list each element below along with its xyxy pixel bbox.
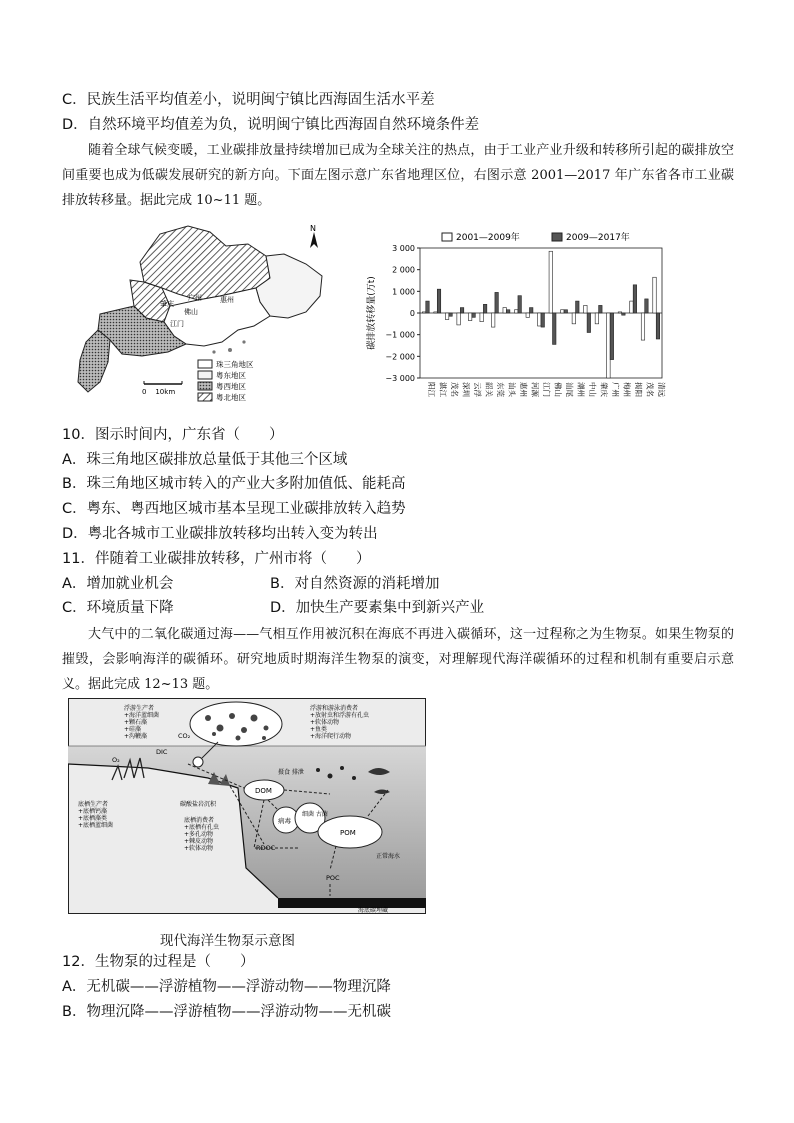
x-tick-label: 云浮 <box>472 382 482 397</box>
svg-text:底栖生产者: 底栖生产者 <box>78 801 109 808</box>
x-tick-label: 东莞 <box>495 382 505 397</box>
producers-title: 浮游生产者 <box>124 705 155 712</box>
bar <box>426 301 429 313</box>
bar <box>610 313 613 360</box>
bar <box>468 313 471 321</box>
x-tick-label: 肇庆 <box>599 382 609 397</box>
x-tick-label: 中山 <box>588 382 598 397</box>
bar <box>561 310 564 313</box>
svg-text:RDOC: RDOC <box>256 844 276 852</box>
bar <box>630 301 633 313</box>
svg-text:+底栖藻类: +底栖藻类 <box>78 815 108 822</box>
legend-swatch <box>442 233 452 241</box>
y-tick-label: 0 <box>409 309 415 318</box>
x-tick-label: 河源 <box>530 382 540 397</box>
label-o2: O₂ <box>112 756 120 764</box>
bar <box>653 277 656 313</box>
svg-text:+软体动物: +软体动物 <box>184 845 214 852</box>
svg-text:摄食 排泄: 摄食 排泄 <box>278 769 304 776</box>
q9-option-c: C．民族生活平均值差小，说明闽宁镇比西海固生活水平差 <box>62 92 435 108</box>
x-tick-label: 湛江 <box>438 382 448 397</box>
q11-stem: 11．伴随着工业碳排放转移，广州市将（ ） <box>62 551 371 567</box>
map-legend <box>198 359 254 402</box>
biological-pump-diagram <box>68 698 426 914</box>
y-tick-label: 3 000 <box>392 244 415 253</box>
x-tick-label: 梅州 <box>622 382 632 397</box>
svg-text:+放射虫和浮游有孔虫: +放射虫和浮游有孔虫 <box>310 712 370 719</box>
label-zhaoqing: 肇庆 <box>160 300 174 308</box>
x-tick-label: 揭阳 <box>634 382 644 397</box>
x-tick-label: 韶关 <box>484 382 494 397</box>
q11-option-c: C．环境质量下降 <box>62 600 174 616</box>
leizhou-peninsula <box>78 330 110 392</box>
y-axis-label: 碳排放转移量(万t) <box>367 276 377 350</box>
bar <box>445 313 448 320</box>
svg-text:+底栖有孔虫: +底栖有孔虫 <box>184 824 220 831</box>
label-foshan: 佛山 <box>184 308 198 316</box>
svg-text:+硅藻: +硅藻 <box>124 726 142 733</box>
x-tick-label: 惠州 <box>518 382 528 397</box>
region-prd <box>164 288 270 346</box>
bar <box>422 312 425 313</box>
bar <box>518 296 521 313</box>
svg-text:+棘皮动物: +棘皮动物 <box>184 838 214 845</box>
label-co2: CO₂ <box>178 732 191 740</box>
bar <box>564 310 567 313</box>
intro-12-13: 大气中的二氧化碳通过海——气相互作用被沉积在海底不再进入碳循环，这一过程称之为生物泵。如果生物泵的摧毁，会影响海洋的碳循环。研究地质时期海洋生物泵的演变，对理解现代海洋碳循环的过程和机制有重要启示意义。据此完成 12~13 题。 <box>62 627 734 692</box>
x-tick-label: 茂名 <box>449 382 459 397</box>
bar <box>549 251 552 313</box>
bar <box>480 313 483 322</box>
svg-text:+鱼类: +鱼类 <box>310 726 328 733</box>
bar <box>506 310 509 313</box>
svg-text:粤东地区: 粤东地区 <box>216 371 246 380</box>
q12-stem: 12．生物泵的过程是（ ） <box>62 954 255 970</box>
bar <box>599 305 602 313</box>
consumers-title: 浮游和游泳消费者 <box>310 705 359 712</box>
q12-option-a: A．无机碳——浮游植物——浮游动物——物理沉降 <box>62 979 391 995</box>
x-tick-label: 茂名 <box>645 382 655 397</box>
bar <box>607 313 610 378</box>
svg-text:+软体动物: +软体动物 <box>310 719 340 726</box>
y-tick-label: 2 000 <box>392 265 415 275</box>
bar <box>587 313 590 333</box>
bar <box>503 308 506 313</box>
y-tick-label: 1 000 <box>392 287 415 297</box>
label-guangzhou: 广州 <box>188 294 202 302</box>
q11-option-a: A．增加就业机会 <box>62 576 174 592</box>
label-jiangmen: 江门 <box>170 320 184 328</box>
bar <box>618 312 621 313</box>
bar <box>541 313 544 327</box>
bar <box>483 304 486 313</box>
legend-label: 2009—2017年 <box>566 233 630 243</box>
svg-text:+多孔动物: +多孔动物 <box>184 831 214 838</box>
legend-label: 2001—2009年 <box>456 233 520 243</box>
x-tick-label: 深圳 <box>461 382 471 397</box>
svg-text:+沟鞭藻: +沟鞭藻 <box>124 733 148 740</box>
x-tick-label: 佛山 <box>553 382 563 397</box>
bar <box>434 312 437 313</box>
svg-text:病毒: 病毒 <box>278 817 291 825</box>
y-tick-label: −1 000 <box>385 330 415 340</box>
q10-stem: 10．图示时间内，广东省（ ） <box>62 427 284 443</box>
carbon-transfer-chart <box>362 228 742 412</box>
bar <box>572 313 575 324</box>
svg-text:底栖消费者: 底栖消费者 <box>184 817 215 824</box>
bar <box>526 313 529 317</box>
q10-option-c: C．粤东、粤西地区城市基本呈现工业碳排放转入趋势 <box>62 501 406 517</box>
bar <box>514 310 517 313</box>
x-tick-label: 清远 <box>657 382 667 397</box>
bar <box>553 313 556 344</box>
north-arrow-icon <box>310 224 318 248</box>
svg-text:+海洋爬行动物: +海洋爬行动物 <box>310 733 352 740</box>
bar <box>656 313 659 339</box>
x-tick-label: 江门 <box>542 382 551 397</box>
bar <box>576 301 579 313</box>
bar <box>495 292 498 313</box>
x-tick-label: 阳江 <box>426 382 436 397</box>
svg-text:+海洋蓝细菌: +海洋蓝细菌 <box>124 712 160 719</box>
x-tick-label: 潮州 <box>576 382 586 397</box>
x-tick-label: 广州 <box>611 382 621 397</box>
svg-text:+底栖钙藻: +底栖钙藻 <box>78 808 108 815</box>
q12-option-b: B．物理沉降——浮游植物——浮游动物——无机碳 <box>62 1004 391 1020</box>
scale-bar <box>142 381 182 396</box>
bar <box>457 313 460 325</box>
bar <box>538 313 541 326</box>
bar <box>645 299 648 313</box>
q10-option-b: B．珠三角地区城市转入的产业大多附加值低、能耗高 <box>62 476 406 492</box>
svg-text:珠三角地区: 珠三角地区 <box>216 360 254 369</box>
svg-text:POC: POC <box>326 874 340 882</box>
svg-text:碳酸盐岩沉积: 碳酸盐岩沉积 <box>180 801 217 808</box>
bar <box>449 313 452 316</box>
q11-option-b: B．对自然资源的消耗增加 <box>270 576 440 592</box>
svg-text:海底碳埋藏: 海底碳埋藏 <box>358 907 389 914</box>
svg-text:DOM: DOM <box>255 787 272 795</box>
x-tick-label: 汕尾 <box>565 382 575 397</box>
svg-text:+底栖蓝细菌: +底栖蓝细菌 <box>78 822 114 829</box>
svg-text:+颗石藻: +颗石藻 <box>124 719 148 726</box>
q11-option-d: D．加快生产要素集中到新兴产业 <box>270 600 485 616</box>
bar <box>584 305 587 313</box>
svg-text:POM: POM <box>340 829 356 837</box>
label-huizhou: 惠州 <box>220 296 234 304</box>
svg-text:N: N <box>310 224 316 233</box>
x-tick-label: 汕头 <box>507 382 517 397</box>
pump-diagram-caption: 现代海洋生物泵示意图 <box>160 933 295 949</box>
q9-option-d: D．自然环境平均值差为负，说明闽宁镇比西海固自然环境条件差 <box>62 117 480 133</box>
svg-text:0 10km: 0 10km <box>142 388 176 396</box>
bar <box>529 308 532 313</box>
bar <box>460 308 463 313</box>
bar <box>595 313 598 324</box>
svg-text:正常海水: 正常海水 <box>376 853 401 860</box>
bar <box>472 313 475 317</box>
bar <box>641 313 644 340</box>
bar <box>633 285 636 313</box>
svg-text:粤西地区: 粤西地区 <box>216 382 246 391</box>
bar <box>491 313 494 327</box>
guangdong-map <box>70 222 332 410</box>
svg-text:细菌 古菌: 细菌 古菌 <box>302 811 328 818</box>
label-dic: DIC <box>156 748 168 756</box>
y-tick-label: −3 000 <box>385 374 415 383</box>
bar <box>622 313 625 315</box>
y-tick-label: −2 000 <box>385 352 415 362</box>
svg-text:粤北地区: 粤北地区 <box>216 393 246 402</box>
q10-option-a: A．珠三角地区碳排放总量低于其他三个区域 <box>62 452 348 468</box>
intro-10-11: 随着全球气候变暖，工业碳排放量持续增加已成为全球关注的热点，由于工业产业升级和转移所引起的碳排放空间重要也成为低碳发展研究的新方向。下面左图示意广东省地理区位，右图示意 2001—2017 年广东省各市工业碳排放转移量。据此完成 10~11 题。 <box>62 143 734 208</box>
bar <box>437 289 440 313</box>
q10-option-d: D．粤北各城市工业碳排放转移均出转入变为转出 <box>62 526 378 542</box>
legend-swatch <box>552 233 562 241</box>
